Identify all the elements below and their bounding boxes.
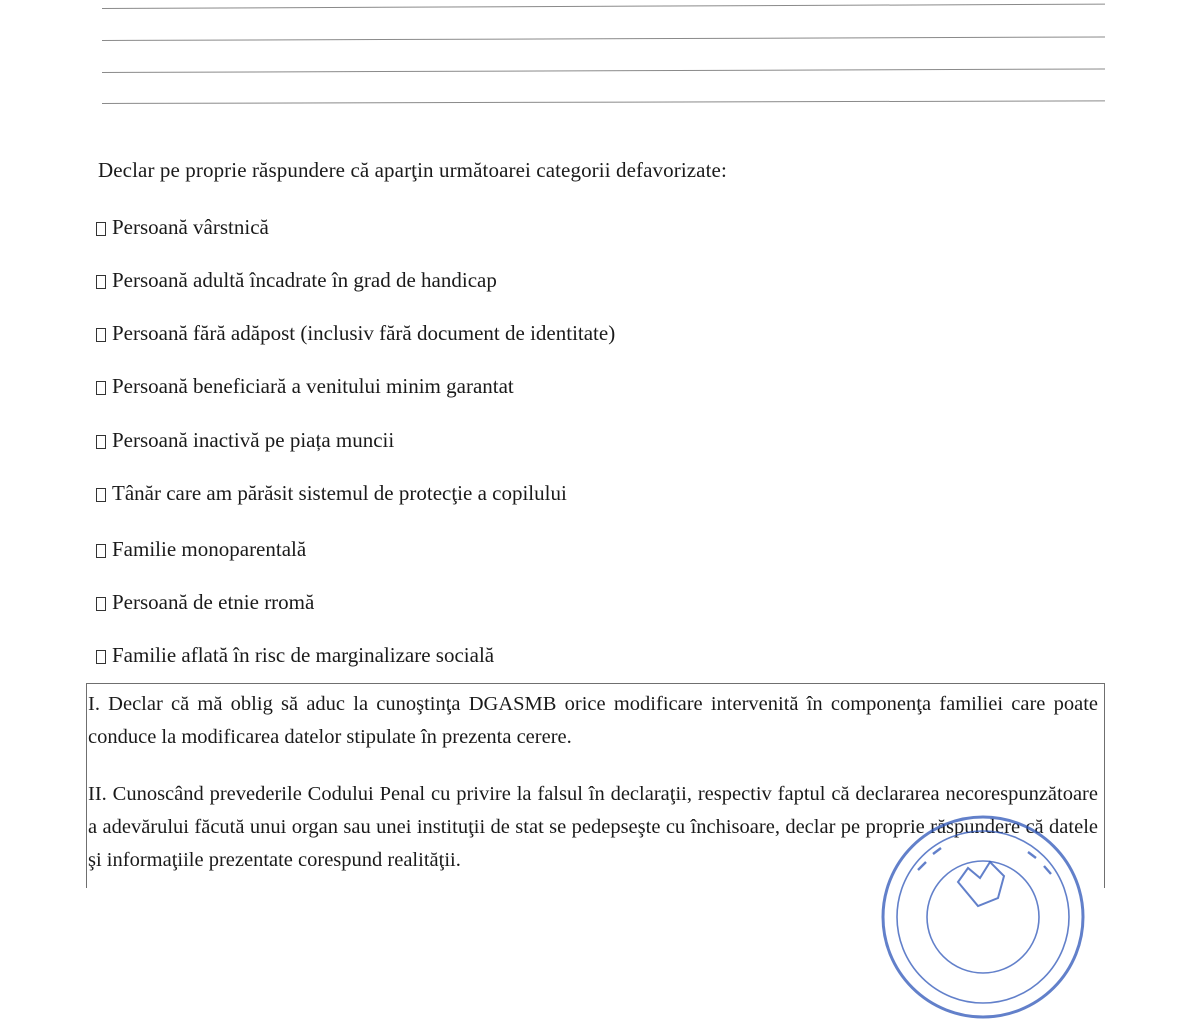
category-label: Persoană de etnie rromă xyxy=(112,590,315,614)
category-option[interactable] xyxy=(96,321,615,346)
checkbox[interactable] xyxy=(96,650,106,664)
category-option[interactable] xyxy=(96,590,314,615)
category-option[interactable] xyxy=(96,643,494,668)
category-intro: Declar pe proprie răspundere că aparţin următoarei categorii defavorizate: xyxy=(98,158,727,182)
category-option[interactable] xyxy=(96,215,269,240)
checkbox[interactable] xyxy=(96,222,106,236)
checkbox[interactable] xyxy=(96,381,106,395)
category-option[interactable] xyxy=(96,481,567,506)
category-option[interactable] xyxy=(96,374,514,399)
category-label: Tânăr care am părăsit sistemul de protecţie a copilului xyxy=(112,481,567,505)
official-stamp-icon xyxy=(878,812,1088,1022)
fill-line xyxy=(102,68,1105,73)
category-label: Persoană adultă încadrate în grad de handicap xyxy=(112,268,497,292)
declaration-penal: II. Cunoscând prevederile Codului Penal cu privire la falsul în declaraţii, respectiv faptul că declararea necorespunzătoare a adevărului făcută unui organ sau unei instituţii de stat se pedepseşte cu închisoare, declar pe proprie răspundere că datele şi informaţiile prezentate corespund realităţii. xyxy=(88,783,1098,871)
checkbox[interactable] xyxy=(96,597,106,611)
category-label: Persoană fără adăpost (inclusiv fără document de identitate) xyxy=(112,321,616,345)
category-label: Persoană inactivă pe piața muncii xyxy=(112,428,395,452)
fill-line xyxy=(102,36,1105,41)
category-label: Persoană beneficiară a venitului minim garantat xyxy=(112,374,514,398)
checkbox[interactable] xyxy=(96,275,106,289)
checkbox[interactable] xyxy=(96,328,106,342)
category-label: Familie monoparentală xyxy=(112,537,307,561)
category-label: Persoană vârstnică xyxy=(112,215,269,239)
fill-line xyxy=(102,4,1105,9)
checkbox[interactable] xyxy=(96,488,106,502)
category-option[interactable] xyxy=(96,428,394,453)
category-label: Familie aflată în risc de marginalizare socială xyxy=(112,643,495,667)
fill-line xyxy=(102,100,1105,104)
category-option[interactable] xyxy=(96,537,306,562)
category-option[interactable] xyxy=(96,268,497,293)
checkbox[interactable] xyxy=(96,544,106,558)
checkbox[interactable] xyxy=(96,435,106,449)
declaration-obligation: I. Declar că mă oblig să aduc la cunoştinţa DGASMB orice modificare intervenită în componenţa familiei care poate conduce la modificarea datelor stipulate în prezenta cerere. xyxy=(88,693,1098,748)
